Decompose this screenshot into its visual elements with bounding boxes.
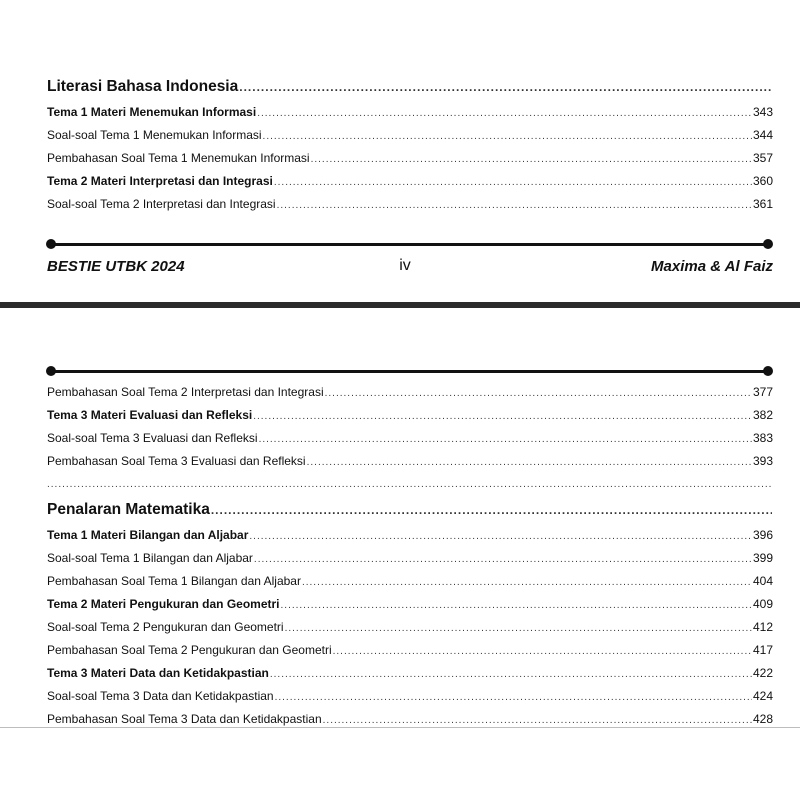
- toc-entry-label: Pembahasan Soal Tema 1 Menemukan Informasi: [47, 151, 310, 165]
- toc-entry: [47, 193, 773, 216]
- toc-entry-label: Tema 2 Materi Pengukuran dan Geometri: [47, 597, 280, 611]
- toc-entry-label: Pembahasan Soal Tema 3 Data dan Ketidakpastian: [47, 712, 322, 726]
- dot-leader: [47, 473, 773, 496]
- dot-leader: [274, 171, 752, 194]
- toc-entry: [47, 170, 773, 193]
- header-rule-dot-right: [763, 366, 773, 376]
- toc-entry: [47, 547, 773, 570]
- toc-entry-page-number: 404: [752, 574, 773, 588]
- toc-entry-label: Soal-soal Tema 3 Data dan Ketidakpastian: [47, 689, 274, 703]
- toc-section-heading: [47, 73, 773, 101]
- dot-leader: [249, 525, 752, 548]
- dot-leader: [239, 73, 772, 101]
- toc-entry: [47, 381, 773, 404]
- toc-entries: [47, 101, 773, 216]
- dot-leader: [285, 617, 752, 640]
- section-title: Literasi Bahasa Indonesia: [47, 78, 239, 95]
- toc-entry-page-number: 399: [752, 551, 773, 565]
- toc-entry-label: Soal-soal Tema 1 Menemukan Informasi: [47, 128, 262, 142]
- toc-entry: [47, 124, 773, 147]
- toc-entry: [47, 570, 773, 593]
- toc-spacer-leader: [47, 473, 773, 496]
- toc-entry: [47, 593, 773, 616]
- toc-entry-label: Soal-soal Tema 3 Evaluasi dan Refleksi: [47, 431, 258, 445]
- dot-leader: [323, 709, 752, 732]
- bottom-edge-rule: [0, 727, 800, 728]
- toc-entry: [47, 450, 773, 473]
- header-rule: [50, 370, 768, 373]
- toc-entry-label: Tema 3 Materi Data dan Ketidakpastian: [47, 666, 269, 680]
- toc-entry-page-number: 422: [752, 666, 773, 680]
- toc-entry-label: Tema 1 Materi Menemukan Informasi: [47, 105, 257, 119]
- toc-entry-label: Soal-soal Tema 1 Bilangan dan Aljabar: [47, 551, 253, 565]
- toc-entry-label: Pembahasan Soal Tema 1 Bilangan dan Aljabar: [47, 574, 301, 588]
- toc-entry-page-number: 383: [752, 431, 773, 445]
- header-rule-dot-left: [46, 366, 56, 376]
- page-top: [0, 0, 800, 302]
- toc-entry: [47, 147, 773, 170]
- toc-entry: [47, 427, 773, 450]
- dot-leader: [281, 594, 752, 617]
- footer-rule: [50, 243, 768, 246]
- footer-page-number: iv: [399, 257, 411, 274]
- toc-entry-page-number: 343: [752, 105, 773, 119]
- toc-entry: [47, 101, 773, 124]
- dot-leader: [325, 382, 752, 405]
- toc-entry-label: Pembahasan Soal Tema 3 Evaluasi dan Refleksi: [47, 454, 306, 468]
- dot-leader: [263, 125, 752, 148]
- footer-book-title: BESTIE UTBK 2024: [47, 258, 185, 275]
- dot-leader: [211, 496, 772, 524]
- dot-leader: [302, 571, 752, 594]
- toc-entry-label: Soal-soal Tema 2 Pengukuran dan Geometri: [47, 620, 284, 634]
- toc-entries: [47, 524, 773, 731]
- dot-leader: [333, 640, 752, 663]
- dot-leader: [307, 451, 752, 474]
- footer-authors: Maxima & Al Faiz: [651, 258, 773, 275]
- toc-entry: [47, 639, 773, 662]
- toc-entry-page-number: 361: [752, 197, 773, 211]
- dot-leader: [257, 102, 752, 125]
- toc-top: [47, 73, 773, 216]
- toc-entries: [47, 381, 773, 473]
- toc-entry-page-number: 357: [752, 151, 773, 165]
- toc-bottom: [47, 381, 773, 731]
- dot-leader: [275, 686, 752, 709]
- toc-entry-page-number: 382: [752, 408, 773, 422]
- toc-entry: [47, 662, 773, 685]
- toc-entry-label: Tema 2 Materi Interpretasi dan Integrasi: [47, 174, 273, 188]
- toc-entry-label: Soal-soal Tema 2 Interpretasi dan Integrasi: [47, 197, 276, 211]
- toc-entry: [47, 616, 773, 639]
- dot-leader: [311, 148, 752, 171]
- toc-entry-page-number: 412: [752, 620, 773, 634]
- dot-leader: [270, 663, 752, 686]
- toc-entry-label: Tema 3 Materi Evaluasi dan Refleksi: [47, 408, 253, 422]
- toc-section-heading: [47, 496, 773, 524]
- toc-entry-page-number: 409: [752, 597, 773, 611]
- toc-entry: [47, 404, 773, 427]
- footer-rule-dot-left: [46, 239, 56, 249]
- toc-entry: [47, 524, 773, 547]
- dot-leader: [259, 428, 752, 451]
- dot-leader: [253, 405, 752, 428]
- toc-entry-label: Pembahasan Soal Tema 2 Interpretasi dan Integrasi: [47, 385, 324, 399]
- toc-entry-page-number: 396: [752, 528, 773, 542]
- toc-entry-page-number: 344: [752, 128, 773, 142]
- toc-entry: [47, 685, 773, 708]
- dot-leader: [277, 194, 752, 217]
- toc-entry-label: Tema 1 Materi Bilangan dan Aljabar: [47, 528, 249, 542]
- toc-entry-page-number: 377: [752, 385, 773, 399]
- toc-entry-page-number: 393: [752, 454, 773, 468]
- toc-entry-label: Pembahasan Soal Tema 2 Pengukuran dan Geometri: [47, 643, 332, 657]
- toc-entry-page-number: 417: [752, 643, 773, 657]
- section-title: Penalaran Matematika: [47, 501, 210, 518]
- footer-rule-dot-right: [763, 239, 773, 249]
- toc-entry-page-number: 424: [752, 689, 773, 703]
- dot-leader: [254, 548, 752, 571]
- toc-entry-page-number: 428: [752, 712, 773, 726]
- toc-entry-page-number: 360: [752, 174, 773, 188]
